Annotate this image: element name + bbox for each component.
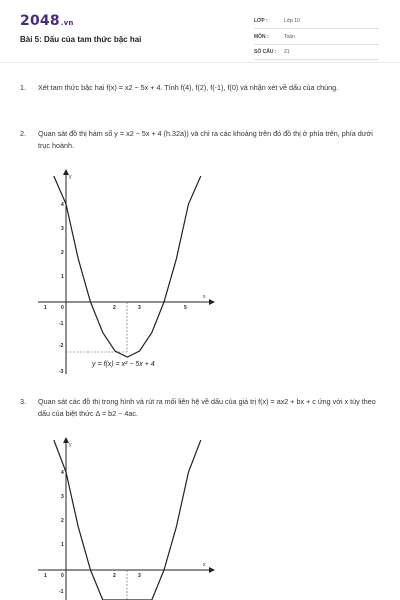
question-number: 1. (20, 83, 26, 92)
equation-label: y = f(x) = x² − 5x + 4 (92, 361, 155, 368)
question-text: Quan sát các đồ thị trong hình và rút ra mối liên hệ về dấu của giá trị f(x) = ax2 + bx + c ứng với x tùy theo dấu của biệt thức Δ = b2 − 4ac. (38, 397, 376, 418)
y-tick-label: 1 (61, 542, 64, 548)
meta-row-subject (254, 30, 379, 45)
y-axis-label: y (69, 442, 72, 448)
site-logo[interactable]: 2048.vn (20, 13, 74, 29)
x-tick-label: 2 (113, 305, 116, 311)
parabola-curve (54, 176, 201, 357)
meta-value: Lớp 10 (284, 18, 300, 24)
y-tick-label: 2 (61, 518, 64, 524)
y-tick-label: 1 (61, 274, 64, 280)
y-tick-label: 2 (61, 250, 64, 256)
question-number: 3. (20, 397, 26, 406)
parabola-graph-1 (30, 162, 220, 380)
meta-row-count (254, 45, 379, 60)
meta-row-class (254, 14, 379, 29)
x-tick-label: 3 (138, 305, 141, 311)
meta-value: Toán (284, 34, 295, 40)
question-3 (20, 396, 380, 422)
y-tick-label: 3 (61, 494, 64, 500)
y-axis-label: y (69, 174, 72, 180)
meta-label: MÔN : (254, 34, 269, 40)
lesson-title: Bài 5: Dấu của tam thức bậc hai (20, 35, 142, 44)
y-tick-label: 4 (61, 470, 64, 476)
y-tick-label: -1 (59, 589, 64, 595)
question-number: 2. (20, 129, 26, 138)
parabola-graph-2 (30, 432, 220, 600)
meta-label: SỐ CÂU : (254, 49, 277, 55)
meta-label: LỚP : (254, 18, 268, 24)
y-tick-label: -1 (59, 321, 64, 327)
x-tick-label: 3 (138, 573, 141, 579)
y-tick-label: -3 (59, 369, 64, 375)
x-tick-label: 5 (184, 305, 187, 311)
x-tick-label: 2 (113, 573, 116, 579)
question-1 (20, 82, 380, 108)
x-tick-label: 1 (44, 573, 47, 579)
question-text: Quan sát đồ thị hàm số y = x2 − 5x + 4 (h.32a)) và chỉ ra các khoảng trên đó đồ thị ở phía trên, phía dưới trục hoành. (38, 129, 373, 150)
parabola-curve (54, 440, 201, 600)
x-tick-label: 0 (61, 305, 64, 311)
x-axis-label: x (203, 294, 206, 300)
question-text: Xét tam thức bậc hai f(x) = x2 − 5x + 4. Tính f(4), f(2), f(-1), f(0) và nhận xét về dấu của chúng. (38, 83, 339, 92)
x-tick-label: 1 (44, 305, 47, 311)
meta-value: 21 (284, 49, 290, 55)
x-axis-label: x (203, 562, 206, 568)
y-tick-label: 3 (61, 226, 64, 232)
y-tick-label: 4 (61, 202, 64, 208)
x-tick-label: 0 (61, 573, 64, 579)
y-tick-label: -2 (59, 343, 64, 349)
page-header (0, 0, 400, 63)
question-2 (20, 128, 380, 154)
